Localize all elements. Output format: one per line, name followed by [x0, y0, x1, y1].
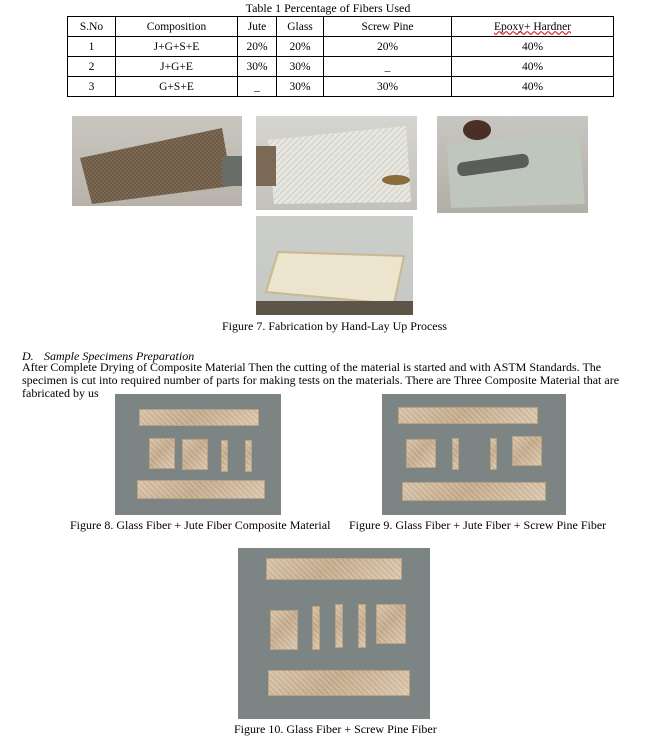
- specimen-square: [406, 439, 436, 468]
- specimen-strip: [398, 407, 538, 424]
- cured-laminate-photo: [256, 216, 413, 315]
- figure10-caption: Figure 10. Glass Fiber + Screw Pine Fiber: [234, 722, 437, 736]
- specimen-bar: [245, 440, 252, 472]
- table-row: [68, 37, 614, 57]
- section-title: Sample Specimens Preparation: [44, 349, 195, 363]
- table-cell: 40%: [452, 37, 614, 57]
- figure8-caption: Figure 8. Glass Fiber + Jute Fiber Composite Material: [70, 518, 331, 532]
- table-cell: 30%: [238, 57, 277, 77]
- table-caption: Table 1 Percentage of Fibers Used: [245, 1, 411, 15]
- table-cell: 3: [68, 77, 116, 97]
- table-cell: 30%: [324, 77, 452, 97]
- table-row: [68, 57, 614, 77]
- specimen-square: [149, 438, 175, 469]
- table-cell: J+G+S+E: [116, 37, 238, 57]
- header-screw-pine: Screw Pine: [324, 17, 452, 37]
- section-body-text: After Complete Drying of Composite Material Then the cutting of the material is started and with ASTM Standards. The specimen is cut into required number of parts for making tests on the materials. There are Three Composite Material that are fabricated by us: [22, 360, 620, 400]
- specimen-bar: [312, 606, 320, 650]
- table-cell: 20%: [238, 37, 277, 57]
- specimen-strip: [139, 409, 259, 426]
- specimen-bar: [335, 604, 343, 648]
- table-cell: _: [324, 57, 452, 77]
- table-cell: 40%: [452, 57, 614, 77]
- specimen-strip: [266, 558, 402, 580]
- header-composition: Composition: [116, 17, 238, 37]
- specimen-bar: [221, 440, 228, 472]
- section-number: D.: [22, 349, 34, 363]
- specimen-strip: [137, 480, 265, 499]
- header-epoxy-hardner-text: Epoxy+ Hardner: [493, 20, 572, 33]
- specimen-square: [512, 436, 542, 466]
- table-cell: 20%: [277, 37, 324, 57]
- header-sno: S.No: [68, 17, 116, 37]
- specimen-square: [182, 439, 208, 470]
- table-cell: G+S+E: [116, 77, 238, 97]
- specimen-bar: [358, 604, 366, 648]
- glass-fiber-photo: [256, 116, 417, 210]
- fiber-percentage-table: [67, 16, 614, 97]
- header-glass: Glass: [277, 17, 324, 37]
- header-epoxy-hardner: [452, 17, 614, 37]
- figure8-photo: [115, 394, 281, 515]
- jute-mat-photo: [72, 116, 242, 206]
- specimen-square: [376, 604, 406, 644]
- table-header-row: [68, 17, 614, 37]
- table-cell: 1: [68, 37, 116, 57]
- specimen-bar: [490, 438, 497, 470]
- specimen-strip: [402, 482, 546, 501]
- table-cell: 20%: [324, 37, 452, 57]
- figure10-photo: [238, 548, 430, 719]
- specimen-bar: [452, 438, 459, 470]
- table-cell: _: [238, 77, 277, 97]
- figure9-caption: Figure 9. Glass Fiber + Jute Fiber + Screw Pine Fiber: [349, 518, 607, 532]
- roller-photo: [437, 116, 588, 213]
- specimen-strip: [268, 670, 410, 696]
- table-cell: 40%: [452, 77, 614, 97]
- header-jute: Jute: [238, 17, 277, 37]
- specimen-square: [270, 610, 298, 650]
- table-cell: 30%: [277, 77, 324, 97]
- table-cell: J+G+E: [116, 57, 238, 77]
- figure7-caption: Figure 7. Fabrication by Hand-Lay Up Process: [222, 319, 447, 333]
- table-cell: 2: [68, 57, 116, 77]
- table-row: [68, 77, 614, 97]
- table-cell: 30%: [277, 57, 324, 77]
- figure9-photo: [382, 394, 566, 515]
